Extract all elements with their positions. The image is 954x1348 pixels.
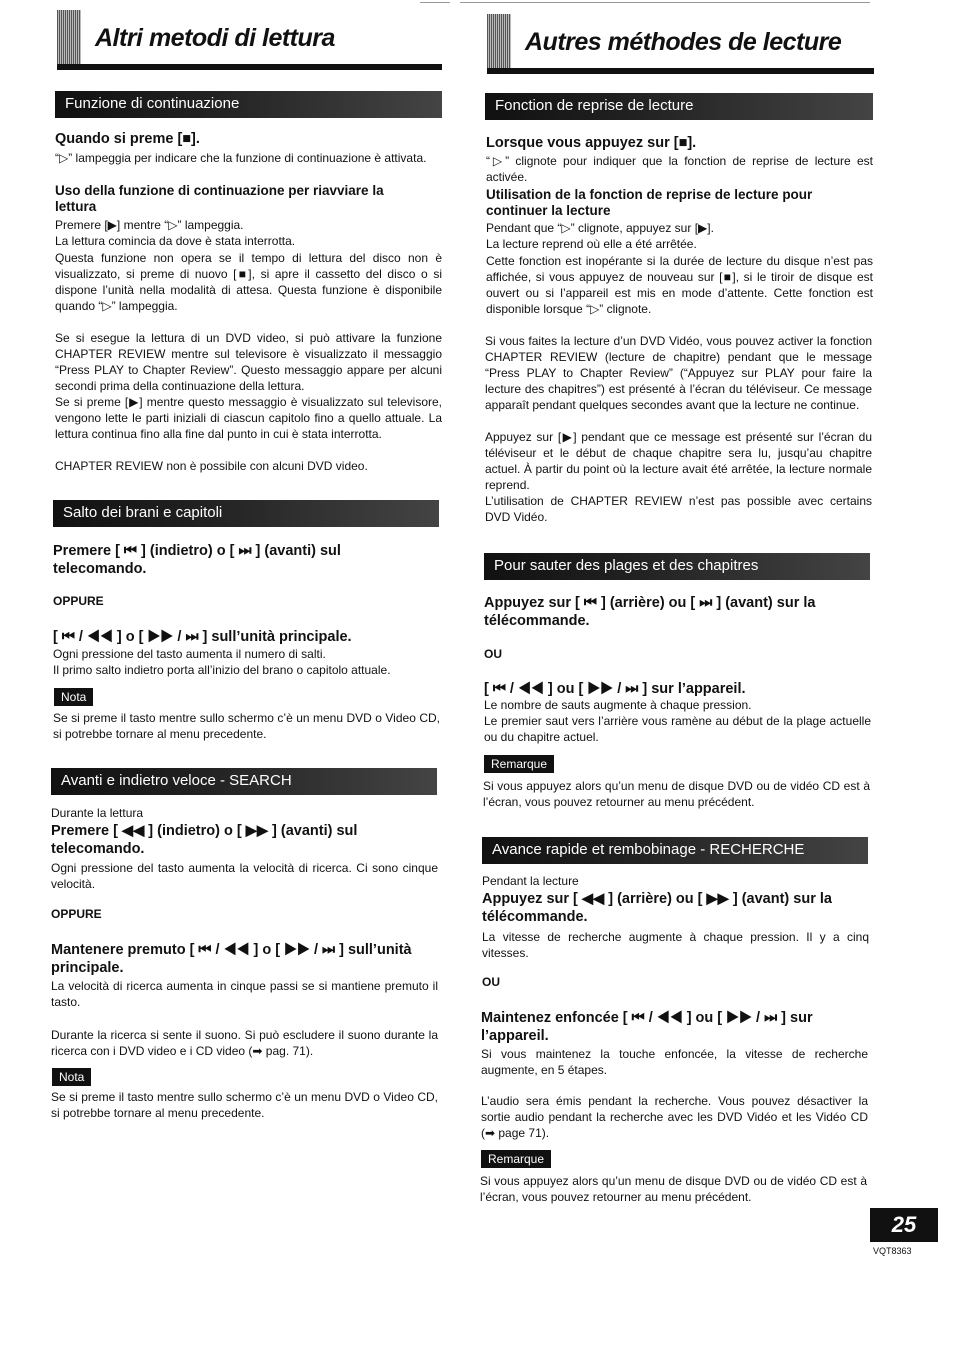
title-stripe bbox=[57, 10, 81, 70]
paragraph: CHAPTER REVIEW non è possibile con alcuni DVD video. bbox=[55, 459, 368, 473]
paragraph: Cette fonction est inopérante si la durée de lecture du disque n’est pas affichée, si vous appuyez de nouveau sur [■], si le tiroir de disque est ouvert ou si l’appareil est mis en mode d’attente. Cette fonction est disponible lorsque “▷” clignote. bbox=[486, 254, 873, 316]
heading: Lorsque vous appuyez sur [■]. bbox=[486, 135, 697, 151]
paragraph: L’audio sera émis pendant la recherche. Vous pouvez désactiver la sortie audio pendant la recherche avec les DVD Vidéo et les Vidéo CD (➡ page 71). bbox=[481, 1094, 868, 1140]
paragraph: Pendant la lecture bbox=[482, 874, 579, 888]
title-rule bbox=[487, 68, 874, 74]
paragraph: La lecture reprend où elle a été arrêtée. bbox=[486, 237, 697, 251]
note-badge: Remarque bbox=[481, 1150, 551, 1168]
paragraph: La lettura comincia da dove è stata interrotta. bbox=[55, 234, 296, 248]
heading: Maintenez enfoncée [ ⏮ / ◀◀ ] ou [ ▶▶ / ⏭ ] sur l’appareil. bbox=[481, 1010, 813, 1044]
or-label: OU bbox=[482, 975, 500, 989]
heading: Appuyez sur [ ⏮ ] (arrière) ou [ ⏭ ] (avant) sur la télécommande. bbox=[484, 595, 816, 629]
paragraph: Durante la ricerca si sente il suono. Si può escludere il suono durante la ricerca con i DVD video e i CD video (➡ pag. 71). bbox=[51, 1028, 438, 1058]
section-header-continuation: Funzione di continuazione bbox=[55, 91, 442, 118]
paragraph: Questa funzione non opera se il tempo di lettura del disco non è visualizzato, si preme di nuovo [■], si apre il cassetto del disco o si dispone l’unità nella modalità di attesa. Questa funzione è disponibile quando “▷” lampeggia. bbox=[55, 251, 442, 313]
paragraph: Se si preme [▶] mentre questo messaggio è visualizzato sul televisore, vengono lette le parti iniziali di ciascun capitolo fino a quello attuale. La lettura continua fino alla fine dal punto in cui è stata interrotta. bbox=[55, 395, 442, 441]
note-badge: Nota bbox=[54, 688, 93, 706]
or-label: OPPURE bbox=[53, 594, 104, 608]
paragraph: Ogni pressione del tasto aumenta la velocità di ricerca. Ci sono cinque velocità. bbox=[51, 861, 438, 891]
heading: [ ⏮ / ◀◀ ] o [ ▶▶ / ⏭ ] sull’unità principale. bbox=[53, 629, 352, 645]
or-label: OPPURE bbox=[51, 907, 102, 921]
heading: Utilisation de la fonction de reprise de lecture pour continuer la lecture bbox=[486, 187, 813, 218]
paragraph: Pendant que “▷” clignote, appuyez sur [▶]. bbox=[486, 221, 714, 235]
or-label: OU bbox=[484, 647, 502, 661]
section-header-continuation: Fonction de reprise de lecture bbox=[485, 93, 873, 120]
left-page-title: Altri metodi di lettura bbox=[95, 24, 335, 52]
right-page-title: Autres méthodes de lecture bbox=[525, 28, 842, 56]
paragraph: L’utilisation de CHAPTER REVIEW n’est pas possible avec certains DVD Vidéo. bbox=[485, 494, 872, 524]
paragraph: “▷” lampeggia per indicare che la funzione di continuazione è attivata. bbox=[55, 151, 427, 165]
title-stripe bbox=[487, 14, 511, 74]
note-badge: Nota bbox=[52, 1068, 91, 1086]
paragraph: Si vous appuyez alors qu’un menu de disque DVD ou de vidéo CD est à l’écran, vous pouvez retourner au menu précédent. bbox=[480, 1174, 867, 1204]
right-title-block bbox=[487, 14, 874, 74]
heading: Quando si preme [■]. bbox=[55, 131, 200, 147]
section-header-search: Avanti e indietro veloce - SEARCH bbox=[51, 768, 437, 795]
note-badge: Remarque bbox=[484, 755, 554, 773]
document-code: VQT8363 bbox=[873, 1246, 912, 1256]
paragraph: Durante la lettura bbox=[51, 806, 144, 820]
heading: Mantenere premuto [ ⏮ / ◀◀ ] o [ ▶▶ / ⏭ ] sull’unità principale. bbox=[51, 942, 412, 976]
section-header-skip: Salto dei brani e capitoli bbox=[53, 500, 439, 527]
heading: Premere [ ⏮ ] (indietro) o [ ⏭ ] (avanti) sul telecomando. bbox=[53, 543, 341, 577]
paragraph: Se si preme il tasto mentre sullo schermo c’è un menu DVD o Video CD, si potrebbe tornare al menu precedente. bbox=[51, 1090, 438, 1120]
paragraph: Se si esegue la lettura di un DVD video, si può attivare la funzione CHAPTER REVIEW mentre sul televisore è visualizzato il messaggio “Press PLAY to Chapter Review”. Questo messaggio appare per alcuni secondi prima della continuazione della lettura. bbox=[55, 331, 442, 393]
title-rule bbox=[57, 64, 442, 70]
heading: [ ⏮ / ◀◀ ] ou [ ▶▶ / ⏭ ] sur l’appareil. bbox=[484, 681, 746, 697]
paragraph: La vitesse de recherche augmente à chaque pression. Il y a cinq vitesses. bbox=[482, 930, 869, 960]
paragraph: Ogni pressione del tasto aumenta il numero di salti. bbox=[53, 647, 326, 661]
paragraph: Il primo salto indietro porta all’inizio del brano o capitolo attuale. bbox=[53, 663, 391, 677]
paragraph: Premere [▶] mentre “▷” lampeggia. bbox=[55, 218, 244, 232]
heading: Appuyez sur [ ◀◀ ] (arrière) ou [ ▶▶ ] (avant) sur la télécommande. bbox=[482, 891, 832, 925]
paragraph: Si vous appuyez alors qu’un menu de disque DVD ou de vidéo CD est à l’écran, vous pouvez retourner au menu précédent. bbox=[483, 779, 870, 809]
paragraph: “▷” clignote pour indiquer que la fonction de reprise de lecture est activée. bbox=[486, 154, 873, 184]
heading: Uso della funzione di continuazione per riavviare la lettura bbox=[55, 183, 384, 214]
paragraph: Le premier saut vers l’arrière vous ramène au début de la plage actuelle ou du chapitre actuel. bbox=[484, 714, 871, 744]
left-title-block bbox=[57, 10, 442, 70]
paragraph: Se si preme il tasto mentre sullo schermo c’è un menu DVD o Video CD, si potrebbe tornare al menu precedente. bbox=[53, 711, 440, 741]
paragraph: Appuyez sur [▶] pendant que ce message est présenté sur l’écran du téléviseur et le début de chaque chapitre sera lu, jusqu’au chapitre actuel. À partir du point où la lecture avait été arrêtée, la lecture normale reprend. bbox=[485, 430, 872, 492]
paragraph: Le nombre de sauts augmente à chaque pression. bbox=[484, 698, 752, 712]
section-header-skip: Pour sauter des plages et des chapitres bbox=[484, 553, 870, 580]
paragraph: Si vous faites la lecture d’un DVD Vidéo, vous pouvez activer la fonction CHAPTER REVIEW (lecture de chapitre) pendant que le message “Press PLAY to Chapter Review” (“Appuyez sur PLAY pour faire la lecture des chapitres”) est présenté à l’écran du téléviseur. Ce message apparaît pendant quelques secondes avant que la lecture ne continue. bbox=[485, 334, 872, 412]
section-header-search: Avance rapide et rembobinage - RECHERCHE bbox=[482, 837, 868, 864]
paragraph: Si vous maintenez la touche enfoncée, la vitesse de recherche augmente, en 5 étapes. bbox=[481, 1047, 868, 1077]
paragraph: La velocità di ricerca aumenta in cinque passi se si mantiene premuto il tasto. bbox=[51, 979, 438, 1009]
page-number: 25 bbox=[870, 1208, 938, 1242]
heading: Premere [ ◀◀ ] (indietro) o [ ▶▶ ] (avanti) sul telecomando. bbox=[51, 823, 358, 857]
